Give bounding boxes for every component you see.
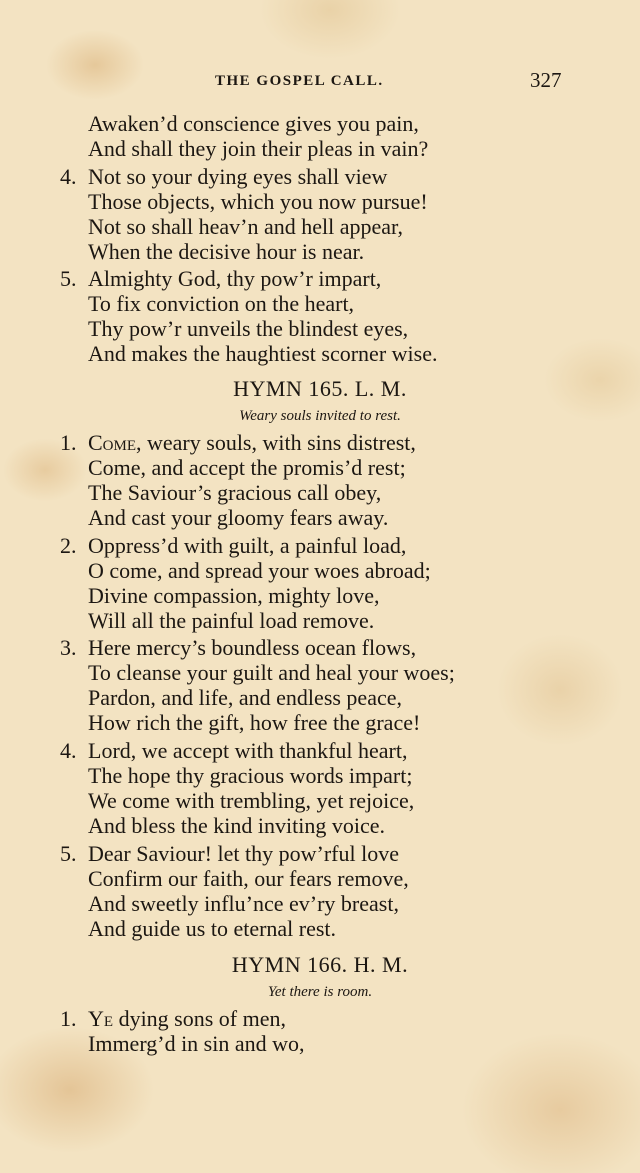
verse-line: And cast your gloomy fears away. <box>88 505 389 530</box>
verse-line: Will all the painful load remove. <box>88 608 375 633</box>
verse-line: And shall they join their pleas in vain? <box>88 136 429 161</box>
hymn-title: HYMN 165. L. M. <box>233 376 407 401</box>
verse-line: And bless the kind inviting voice. <box>88 813 385 838</box>
verse-line: Almighty God, thy pow’r impart, <box>88 266 382 291</box>
verse-line: And sweetly influ’nce ev’ry breast, <box>88 891 399 916</box>
verse-line: To fix conviction on the heart, <box>88 291 355 316</box>
verse-number: 4. <box>60 738 77 763</box>
verse-line: Pardon, and life, and endless peace, <box>88 685 402 710</box>
drop-word: Ye <box>88 1006 114 1031</box>
running-head <box>0 70 640 94</box>
verse-line: To cleanse your guilt and heal your woes; <box>88 660 455 685</box>
verse-line-rest: dying sons of men, <box>113 1006 287 1031</box>
verse-line <box>88 430 416 456</box>
verse-line: And guide us to eternal rest. <box>88 916 337 941</box>
verse-line-rest: weary souls, with sins distrest, <box>141 430 416 455</box>
verse-line: O come, and spread your woes abroad; <box>88 558 431 583</box>
verse-line: The hope thy gracious words impart; <box>88 763 413 788</box>
verse-line: Dear Saviour! let thy pow’rful love <box>88 841 399 866</box>
page-number: 327 <box>530 68 562 92</box>
verse-line: When the decisive hour is near. <box>88 239 365 264</box>
verse-number: 1. <box>60 1006 77 1031</box>
verse-line: Here mercy’s boundless ocean flows, <box>88 635 417 660</box>
verse-line: Thy pow’r unveils the blindest eyes, <box>88 316 409 341</box>
verse-number: 5. <box>60 266 77 291</box>
verse-number: 2. <box>60 533 77 558</box>
verse-line: Confirm our faith, our fears remove, <box>88 866 409 891</box>
verse-line: Immerg’d in sin and wo, <box>88 1031 305 1056</box>
verse-number: 3. <box>60 635 77 660</box>
drop-word: Come, <box>88 430 142 455</box>
verse-line: Divine compassion, mighty love, <box>88 583 380 608</box>
verse-line: The Saviour’s gracious call obey, <box>88 480 382 505</box>
hymn-title: HYMN 166. H. M. <box>231 952 409 977</box>
hymn-subtitle: Yet there is room. <box>267 984 373 1000</box>
verse-number: 5. <box>60 841 77 866</box>
verse-line: Come, and accept the promis’d rest; <box>88 455 406 480</box>
verse-number: 4. <box>60 164 77 189</box>
verse-line <box>88 1006 286 1032</box>
verse-line: Those objects, which you now pursue! <box>88 189 428 214</box>
verse-line: We come with trembling, yet rejoice, <box>88 788 415 813</box>
verse-line: Not so shall heav’n and hell appear, <box>88 214 403 239</box>
verse-line: Not so your dying eyes shall view <box>88 164 388 189</box>
hymn-subtitle: Weary souls invited to rest. <box>239 408 401 424</box>
verse-line: Oppress’d with guilt, a painful load, <box>88 533 407 558</box>
verse-line: And makes the haughtiest scorner wise. <box>88 341 438 366</box>
verse-line: Awaken’d conscience gives you pain, <box>88 111 419 136</box>
running-title: THE GOSPEL CALL. <box>215 73 384 89</box>
verse-line: How rich the gift, how free the grace! <box>88 710 421 735</box>
verse-line: Lord, we accept with thankful heart, <box>88 738 408 763</box>
verse-number: 1. <box>60 430 77 455</box>
